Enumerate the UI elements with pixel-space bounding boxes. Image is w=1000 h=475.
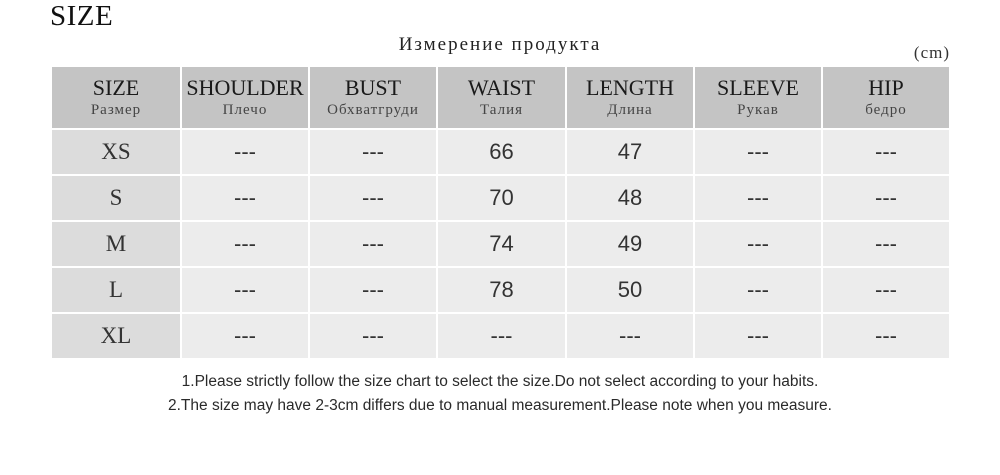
table-row	[51, 129, 950, 175]
value-cell: ---	[694, 175, 822, 221]
value-cell: ---	[309, 221, 437, 267]
table-row	[51, 221, 950, 267]
header-hip: HIP бедро	[822, 66, 950, 129]
value-cell: ---	[822, 221, 950, 267]
value-cell: ---	[822, 175, 950, 221]
value-cell: 47	[566, 129, 694, 175]
note-line: 1.Please strictly follow the size chart to select the size.Do not select according to your habits.	[181, 373, 819, 390]
value-cell: ---	[309, 175, 437, 221]
value-cell: ---	[181, 313, 309, 359]
size-notes	[0, 370, 1000, 418]
table-row	[51, 175, 950, 221]
value-cell: 74	[437, 221, 566, 267]
value-cell: ---	[309, 267, 437, 313]
value-cell: 49	[566, 221, 694, 267]
value-cell: ---	[694, 313, 822, 359]
size-cell: L	[51, 267, 181, 313]
size-chart-table	[50, 65, 951, 360]
value-cell: 50	[566, 267, 694, 313]
value-cell: ---	[181, 175, 309, 221]
size-cell: M	[51, 221, 181, 267]
value-cell: ---	[309, 129, 437, 175]
value-cell: ---	[694, 129, 822, 175]
header-shoulder: SHOULDER Плечо	[181, 66, 309, 129]
size-cell: XS	[51, 129, 181, 175]
size-cell: XL	[51, 313, 181, 359]
value-cell: ---	[822, 267, 950, 313]
table-subtitle: Измерение продукта	[398, 34, 602, 55]
value-cell: ---	[309, 313, 437, 359]
size-cell: S	[51, 175, 181, 221]
value-cell: ---	[822, 129, 950, 175]
value-cell: ---	[822, 313, 950, 359]
value-cell: 66	[437, 129, 566, 175]
header-length: LENGTH Длина	[566, 66, 694, 129]
header-size: SIZE Размер	[51, 66, 181, 129]
value-cell: ---	[566, 313, 694, 359]
unit-label: (cm)	[913, 43, 950, 62]
table-row	[51, 313, 950, 359]
note-line: 2.The size may have 2-3cm differs due to manual measurement.Please note when you measure.	[168, 397, 832, 414]
value-cell: ---	[437, 313, 566, 359]
value-cell: ---	[181, 267, 309, 313]
header-bust: BUST Обхватгруди	[309, 66, 437, 129]
table-header-row	[51, 66, 950, 129]
value-cell: ---	[694, 221, 822, 267]
value-cell: ---	[181, 129, 309, 175]
value-cell: 78	[437, 267, 566, 313]
value-cell: ---	[181, 221, 309, 267]
table-row	[51, 267, 950, 313]
header-sleeve: SLEEVE Рукав	[694, 66, 822, 129]
value-cell: 70	[437, 175, 566, 221]
value-cell: ---	[694, 267, 822, 313]
header-waist: WAIST Талия	[437, 66, 566, 129]
page-title: SIZE	[50, 0, 114, 32]
value-cell: 48	[566, 175, 694, 221]
